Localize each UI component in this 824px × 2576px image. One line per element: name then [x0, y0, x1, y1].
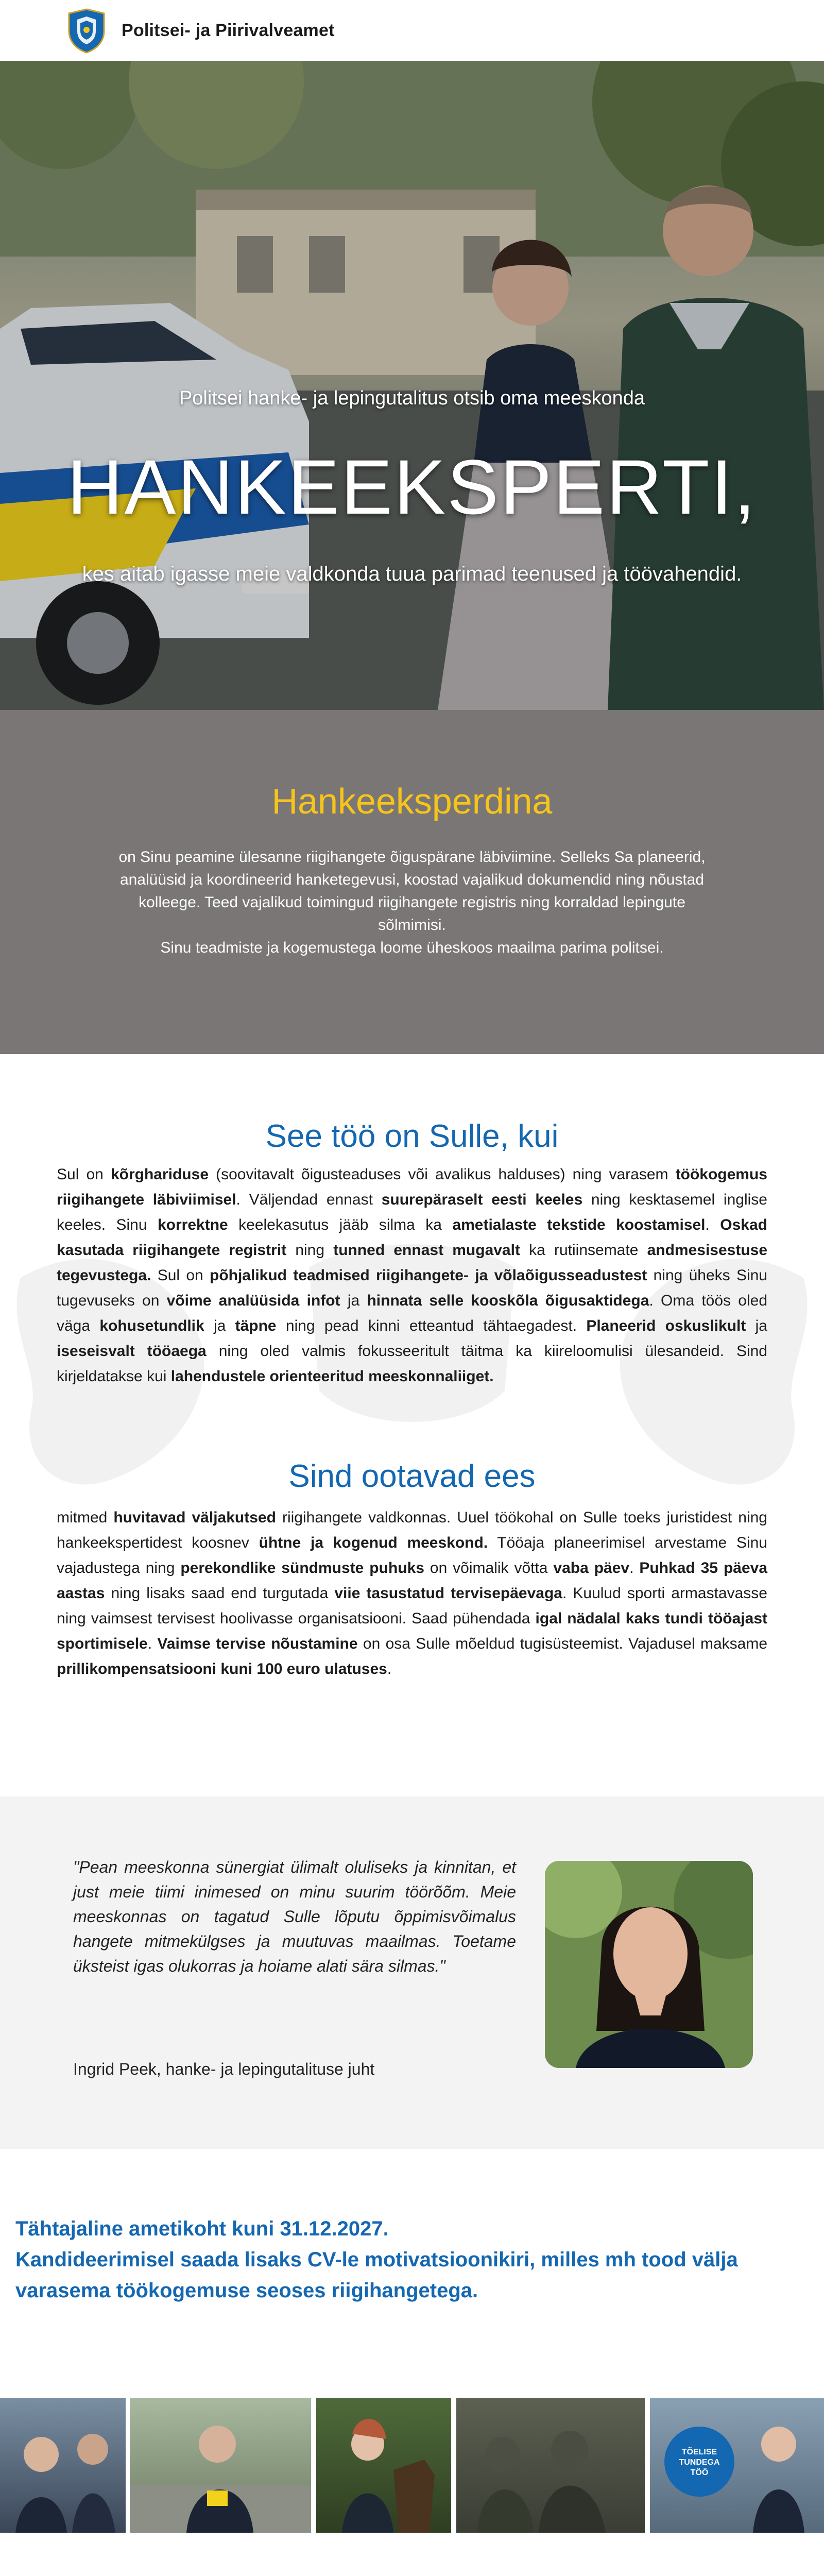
emphasis-text: põhjalikud teadmised riigihangete- ja võlaõigusseadustest [210, 1267, 647, 1284]
body-text: ning pead kinni etteantud tähtaegadest. [276, 1317, 587, 1334]
emphasis-text: huvitavad väljakutsed [113, 1509, 276, 1526]
strip-photo-officers [0, 2398, 126, 2533]
hero-banner [0, 61, 824, 710]
emphasis-text: prillikompensatsiooni kuni 100 euro ulatuses [57, 1660, 387, 1677]
role-description [113, 846, 711, 959]
benefits-text [57, 1505, 767, 1682]
strip-photo-special-forces [456, 2398, 645, 2533]
requirements-text [57, 1162, 767, 1389]
emphasis-text: andmesisestuse tegevustega. [57, 1242, 768, 1284]
emphasis-text: iseseisvalt tööaega [57, 1343, 207, 1360]
emphasis-text: kohusetundlik [99, 1317, 204, 1334]
body-text: ja [340, 1292, 367, 1309]
body-text: Tööaja planeerimisel arvestame Sinu vajadustega ning [57, 1534, 767, 1577]
quote-author-photo [545, 1861, 753, 2068]
emphasis-text: täpne [235, 1317, 277, 1334]
role-body-2: Sinu teadmiste ja kogemustega loome üheskoos maailma parima politsei. [160, 939, 664, 956]
body-text: ning [286, 1242, 334, 1259]
body-text: keelekasutus jääb silma ka [228, 1216, 453, 1233]
emphasis-text: korrektne [157, 1216, 228, 1233]
application-instructions: Kandideerimisel saada lisaks CV-le motivatsioonikiri, milles mh tood välja varasema töökogemuse seoses riigihangetega. [15, 2248, 738, 2302]
emphasis-text: kõrghariduse [110, 1166, 209, 1183]
emphasis-text: Puhkad 35 päeva aastas [57, 1560, 768, 1602]
role-title: Hankeeksperdina [271, 781, 553, 821]
emphasis-text: hinnata selle kooskõla õigusaktidega [367, 1292, 649, 1309]
badge-line-2: TUNDEGA [679, 2458, 720, 2467]
body-text: (soovitavalt õigusteaduses või avalikus halduses) ning varasem [209, 1166, 676, 1183]
portrait-image [545, 1861, 753, 2068]
hero-photo [0, 61, 824, 710]
emphasis-text: Oskad kasutada riigihangete registrit [57, 1216, 767, 1259]
body-text: . [147, 1635, 158, 1652]
police-shield-icon[interactable] [66, 7, 107, 54]
body-text: Sul on [57, 1166, 111, 1183]
body-text: riigihangete valdkonnas. Uuel töökohal on Sulle toeks juristidest ning hankeekspertidest koosnev [57, 1509, 767, 1551]
emphasis-text: tunned ennast mugavalt [333, 1242, 520, 1259]
body-text: ja [746, 1317, 767, 1334]
emphasis-text: lahendustele orienteeritud meeskonnaliiget. [170, 1368, 494, 1385]
emphasis-text: suurepäraselt eesti keeles [381, 1191, 583, 1208]
emphasis-text: perekondlike sündmuste puhuks [180, 1560, 424, 1577]
org-name[interactable]: Politsei- ja Piirivalveamet [122, 21, 335, 40]
hero-pretitle: Politsei hanke- ja lepingutalitus otsib oma meeskonda [179, 387, 645, 409]
emphasis-text: viie tasustatud tervisepäevaga [334, 1585, 562, 1602]
body-text: ja [204, 1317, 235, 1334]
body-text: . Oma töös oled väga [57, 1292, 768, 1334]
hero-title: HANKEEKSPERTI, [67, 444, 757, 530]
body-text: . [387, 1660, 392, 1677]
body-text: . [629, 1560, 640, 1577]
quote-text: "Pean meeskonna sünergiat ülimalt oluliseks ja kinnitan, et just meie tiimi inimesed on minu suurim töörõõm. Meie meeskonnas on tagatud Sulle lõputu õppimisvõimalus hangete mitmekülgses ja muutuvas maailmas. Toetame üksteist igas olukorras ja hoiame alati sära silmas." [73, 1858, 516, 1975]
photo-strip [0, 2398, 824, 2533]
emphasis-text: ühtne ja kogenud meeskond. [259, 1534, 488, 1551]
strip-photo-patrol [130, 2398, 311, 2533]
body-text: on osa Sulle mõeldud tugisüsteemist. Vajadusel maksame [357, 1635, 767, 1652]
body-text: . Kuulud sporti armastavasse ning vaimsest tervisest hoolivasse organisatsiooni. Saad pühendada [57, 1585, 767, 1627]
body-text: . [705, 1216, 720, 1233]
site-header [0, 0, 824, 61]
badge-real-feeling [664, 2427, 734, 2497]
body-text: . Väljendad ennast [236, 1191, 382, 1208]
emphasis-text: ametialaste tekstide koostamisel [452, 1216, 706, 1233]
emphasis-text: töökogemus riigihangete läbiviimisel [57, 1166, 767, 1208]
emphasis-text: igal nädalal kaks tundi tööajast sportimisele [57, 1610, 768, 1652]
body-text: ning üheks Sinu tugevuseks on [57, 1267, 767, 1309]
requirements-title: See töö on Sulle, kui [265, 1118, 559, 1154]
body-text: ning oled valmis fokusseeritult täitma ka kiireloomulisi ülesandeid. Sind kirjeldatakse kui [57, 1343, 767, 1385]
badge-line-3: TÖÖ [690, 2468, 709, 2477]
quote-author: Ingrid Peek, hanke- ja lepingutalituse juht [73, 2060, 375, 2078]
emphasis-text: Planeerid oskuslikult [586, 1317, 746, 1334]
badge-line-1: TÕELISE [681, 2448, 717, 2456]
emphasis-text: vaba päev [553, 1560, 630, 1577]
role-body: on Sinu peamine ülesanne riigihangete õiguspärane läbiviimine. Selleks Sa planeerid, analüüsid ja koordineerid hanketegevusi, koostad vajalikud dokumendid ning nõustad kolleege. Teed vajalikud toimingud riigihangete registris ning korraldad lepingute sõlmimisi. [118, 849, 706, 934]
emphasis-text: Vaimse tervise nõustamine [157, 1635, 358, 1652]
body-text: ka rutiinsemate [520, 1242, 647, 1259]
body-text: Sul on [151, 1267, 210, 1284]
body-text: ning lisaks saad end turgutada [105, 1585, 335, 1602]
hero-subtitle: kes aitab igasse meie valdkonda tuua parimad teenused ja töövahendid. [82, 563, 742, 585]
benefits-title: Sind ootavad ees [288, 1459, 536, 1494]
strip-photo-dog [316, 2398, 451, 2533]
body-text: on võimalik võtta [424, 1560, 554, 1577]
employment-term: Tähtajaline ametikoht kuni 31.12.2027. [15, 2217, 389, 2240]
emphasis-text: võime analüüsida infot [166, 1292, 340, 1309]
body-text: ning kesktasemel inglise keeles. Sinu [57, 1191, 767, 1233]
body-text: mitmed [57, 1509, 114, 1526]
